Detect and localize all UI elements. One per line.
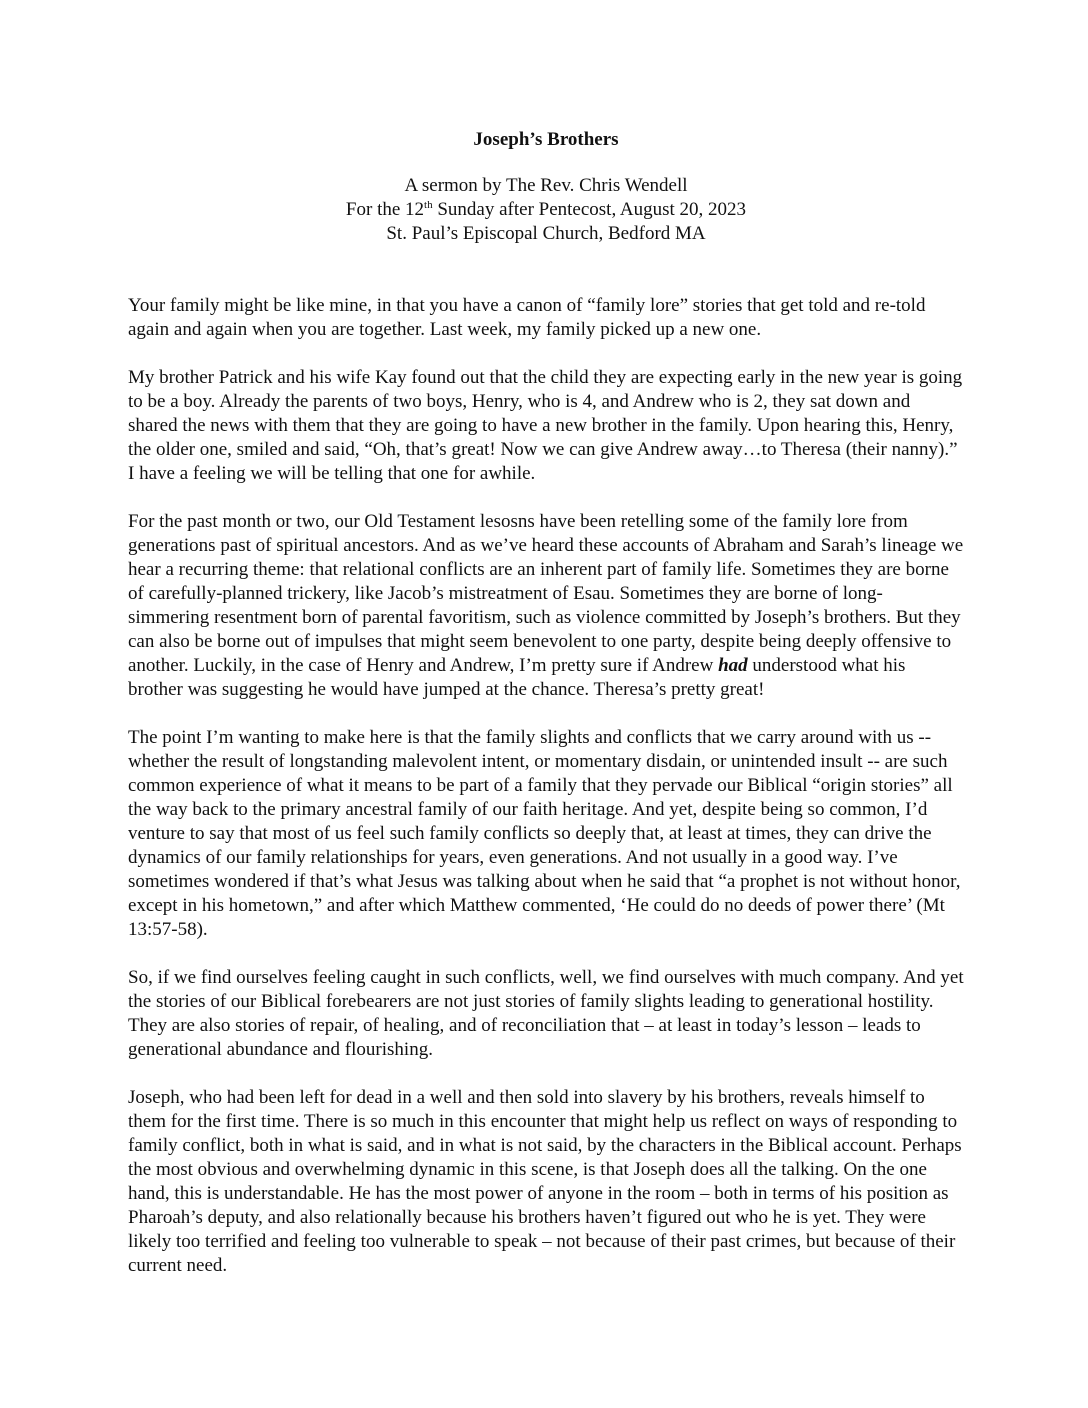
sermon-title: Joseph’s Brothers [473, 129, 619, 150]
document-page [128, 128, 964, 1302]
paragraph-3-emphasis: had [718, 655, 748, 676]
paragraph-6: Joseph, who had been left for dead in a well and then sold into slavery by his brothers, reveals himself to them for the first time. There is so much in this encounter that might help us reflect on ways of responding to family conflict, both in what is said, and in what is not said, by the characters in the Biblical account. Perhaps the most obvious and overwhelming dynamic in this scene, is that Joseph does all the talking. On the one hand, this is understandable. He has the most power of anyone in the room – both in terms of his position as Pharoah’s deputy, and also relationally because his brothers haven’t figured out who he is yet. They were likely too terrified and feeling too vulnerable to speak – not because of their past crimes, but because of their current need. [128, 1087, 962, 1276]
sermon-byline [128, 174, 964, 246]
paragraph-3-pre: For the past month or two, our Old Testament lesosns have been retelling some of the family lore from generations past of spiritual ancestors. And as we’ve heard these accounts of Abraham and Sarah’s lineage we hear a recurring theme: that relational conflicts are an inherent part of family life. Sometimes they are borne of carefully-planned trickery, like Jacob’s mistreatment of Esau. Sometimes they are borne of long-simmering resentment born of parental favoritism, such as violence committed by Joseph’s brothers. But they can also be borne out of impulses that might seem benevolent to one party, despite being deeply offensive to another. Luckily, in the case of Henry and Andrew, I’m pretty sure if Andrew [128, 511, 964, 676]
paragraph-3-post: understood what his brother was suggesting he would have jumped at the chance. Theresa’s pretty great! [128, 655, 906, 700]
byline-occasion-sup: th [424, 199, 433, 211]
paragraph-2: My brother Patrick and his wife Kay found out that the child they are expecting early in the new year is going to be a boy. Already the parents of two boys, Henry, who is 4, and Andrew who is 2, they sat down and shared the news with them that they are going to have a new brother in the family. Upon hearing this, Henry, the older one, smiled and said, “Oh, that’s great! Now we can give Andrew away…to Theresa (their nanny).” I have a feeling we will be telling that one for awhile. [128, 367, 963, 484]
byline-occasion [128, 198, 964, 222]
paragraph-1: Your family might be like mine, in that you have a canon of “family lore” stories that get told and re-told again and again when you are together. Last week, my family picked up a new one. [128, 295, 926, 340]
byline-occasion-post: Sunday after Pentecost, August 20, 2023 [432, 199, 747, 220]
paragraph-3 [128, 510, 964, 702]
paragraph-4: The point I’m wanting to make here is that the family slights and conflicts that we carry around with us -- whether the result of longstanding malevolent intent, or momentary disdain, or unintended insult -- are such common experience of what it means to be part of a family that they pervade our Biblical “origin stories” all the way back to the primary ancestral family of our faith heritage. And yet, despite being so common, I’d venture to say that most of us feel such family conflicts so deeply that, at least at times, they can drive the dynamics of our family relationships for years, even generations. And not usually in a good way. I’ve sometimes wondered if that’s what Jesus was talking about when he said that “a prophet is not without honor, except in his hometown,” and after which Matthew commented, ‘He could do no deeds of power there’ (Mt 13:57-58). [128, 727, 961, 940]
paragraph-5: So, if we find ourselves feeling caught in such conflicts, well, we find ourselves with much company. And yet the stories of our Biblical forebearers are not just stories of family slights leading to generational hostility. They are also stories of repair, of healing, and of reconciliation that – at least in today’s lesson – leads to generational abundance and flourishing. [128, 967, 964, 1060]
byline-author: A sermon by The Rev. Chris Wendell [404, 175, 688, 196]
byline-church: St. Paul’s Episcopal Church, Bedford MA [386, 223, 706, 244]
byline-occasion-pre: For the 12 [345, 199, 425, 220]
